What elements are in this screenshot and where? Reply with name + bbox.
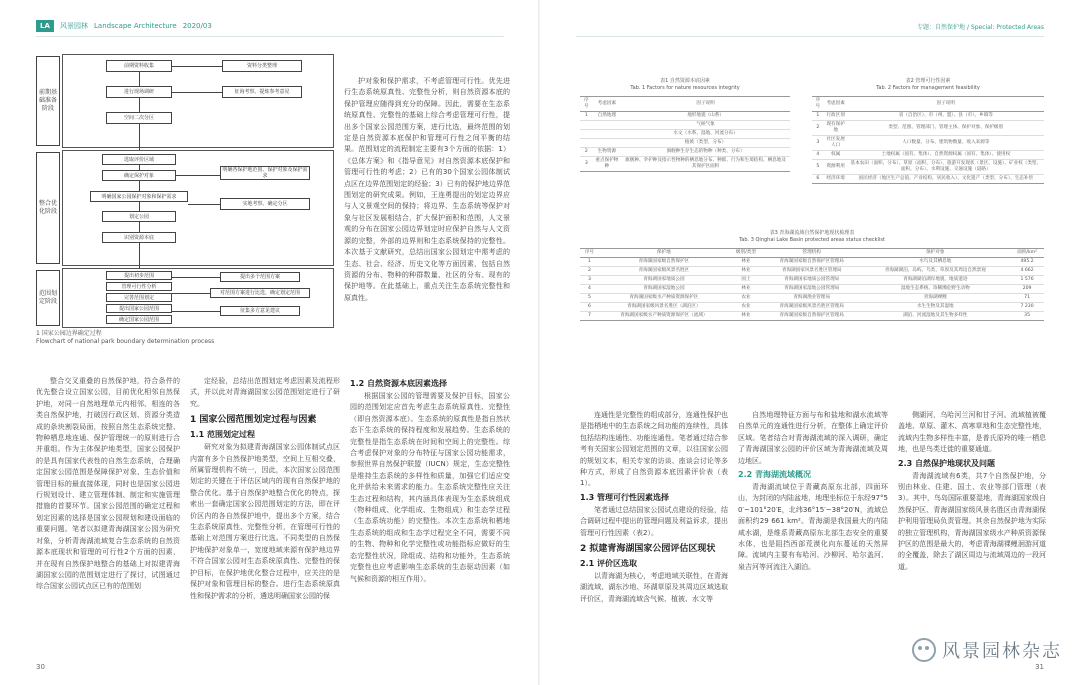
flow-connector: [172, 92, 222, 93]
table-cell: 权属: [824, 151, 848, 160]
wechat-icon: [912, 638, 936, 662]
table-cell: 青海湖国家地质公园管理局: [763, 276, 860, 285]
table-cell: 类型、范围、管理部门、管理主体、保护对象、保护级别: [848, 121, 1044, 136]
table-cell: 农业: [729, 303, 763, 312]
journal-logo-text: 风景园林: [60, 22, 88, 30]
flow-box-refine-range: 完善范围划定: [106, 293, 172, 302]
section-heading: 2 拟建青海湖国家公园评估区现状: [580, 544, 716, 555]
table-cell: 国土: [729, 276, 763, 285]
figure-caption: [36, 330, 214, 346]
table-header-cell: 面积/km²: [1010, 249, 1044, 258]
table-cell: 209: [1010, 285, 1044, 294]
table-cell: 行政区划: [824, 112, 848, 121]
table-cell: 国民经济（地区生产总值、产业结构、居民收入）、文化遗产（类型、分布）、生态补偿: [848, 175, 1044, 184]
table-row: [580, 285, 1044, 294]
table-row: [812, 112, 1044, 121]
table-row: [812, 136, 1044, 151]
table-cell: 5: [812, 160, 824, 175]
table-cell: 6: [812, 175, 824, 184]
table2-caption-en: Tab. 2 Factors for management feasibility: [876, 85, 980, 91]
table-row: [812, 175, 1044, 184]
right-page-col1: [580, 410, 728, 664]
table-row: [580, 258, 1044, 267]
table-cell: 气候气象: [621, 121, 790, 130]
section-header: 专题：自然保护地 / Special: Protected Areas: [917, 24, 1044, 31]
body-paragraph: 定经验，总结出范围划定考虑因素及流程形式，并以此对青海湖国家公园范围划定进行了研究。: [190, 377, 340, 408]
left-page-col1: [36, 376, 180, 664]
body-paragraph: 根据国家公园的管理需要及保护目标，国家公园的范围划定应首先考虑生态系统原真性、完整性（即自然资源本底）。生态系统的原真性是指自然状态下生态系统的保持程度和发展趋势。生态系统的完整性是指生态系统在时间和空间上的完整性。综合考虑保护对象的分布特征与国家公园功能需求，参照世界自然保护联盟（IUCN）规定，生态完整性是维持生态系统的多样性和质量，加强它们适应变化并供给未来需求的能力。生态系统完整性应关注生态过程和结构，其内涵具体表现为生态系统组成（物种组成、化学组成、生物组成）和生态学过程（生态系统功能）的完整性。本次生态系统和栖地生态系统的组成和生态学过程完全不同，需要不同的生物、物种和化学完整性或功能指标应做好的生态完整性状况，除组成、结构和功能外，生态系统完整性也应考虑影响生态系统的生态驱动因素（如气候和资源的相互作用）。: [350, 392, 510, 583]
flow-box-feasibility: 管理可行性分析: [106, 282, 172, 291]
wechat-watermark: [912, 637, 1062, 663]
table3-caption-cn: 表3 青海湖流域自然保护地现状梳理表: [769, 230, 855, 236]
table-cell: [580, 130, 593, 139]
flow-box-final-range: 确定国家公园范围: [106, 315, 172, 324]
table3-caption-en: Tab. 3 Qinghai Lake Basin protected areas status checklist: [739, 237, 885, 243]
table-cell: [580, 139, 593, 148]
table-row: [580, 121, 790, 130]
table-header-cell: 管理机构: [763, 249, 860, 258]
table-cell: 3: [580, 157, 593, 172]
table-cell: [593, 130, 622, 139]
flow-connector: [139, 98, 140, 112]
flow-box-field-survey: 进行现场调研: [106, 86, 172, 98]
table-cell: 3: [812, 136, 824, 151]
table-cell: 青海湖国家级风景名胜区管理局: [763, 303, 860, 312]
header-rule: [36, 36, 504, 37]
table-cell: 2: [580, 148, 593, 157]
flow-connector: [172, 311, 220, 312]
page-number-left: 30: [36, 663, 45, 671]
table2-caption-cn: 表2 管理可行性因素: [905, 78, 951, 84]
table-header-cell: 考虑因素: [824, 97, 848, 112]
body-paragraph: 自然地理特征方面与布和盐地和湖水流域等自然单元的连通性进行分析，在整体上确定评价区域。笔者结合对青海湖流域的深入调研，确定了青海湖国家公园的评价区域为青海湖流域及周边地区。: [738, 411, 888, 465]
table-2: [812, 96, 1044, 184]
table-header-cell: 因子说明: [848, 97, 1044, 112]
table-row: [812, 160, 1044, 175]
table-header-cell: 考虑因素: [593, 97, 622, 112]
flow-connector: [172, 293, 210, 294]
subsection-heading: 2.1 评价区选取: [580, 559, 637, 569]
figure-caption-en: Flowchart of national park boundary determination process: [36, 338, 215, 345]
table-cell: 1: [580, 112, 593, 121]
left-page-col3: [350, 376, 510, 664]
journal-issue: 2020/03: [182, 22, 212, 30]
table-row: [812, 121, 1044, 136]
table-cell: 7: [580, 312, 599, 321]
watermark-text: 风景园林杂志: [942, 641, 1062, 662]
table-row: [812, 151, 1044, 160]
table-cell: 青海湖国家级风景名胜区（湖泊区）: [599, 303, 729, 312]
subsection-heading: 2.3 自然保护地现状及问题: [898, 458, 995, 468]
table-cell: 水生生物及其湿地: [860, 303, 1010, 312]
table-cell: 青海湖渔业管理局: [763, 294, 860, 303]
table-cell: 青海湖湖泊湖岸地貌、地质遗迹: [860, 276, 1010, 285]
table-cell: 青海湖国家级风景名胜区: [599, 267, 729, 276]
table-cell: 生物资源: [593, 148, 622, 157]
table-cell: 6: [580, 303, 599, 312]
flow-box-data-sorting: 资料分类整理: [222, 60, 302, 72]
table-cell: 1 576: [1010, 276, 1044, 285]
table-cell: 水鸟及其栖息地: [860, 258, 1010, 267]
table-cell: 2: [812, 121, 824, 136]
body-paragraph: 连通性是完整性的组成部分，连通性保护也是指栖地中的生态系统之间功能的连续性，具体包括结构连通性、功能连通性。笔者通过结合参考有关国家公园划定范围的文章，以往国家公园的规划文本，相关专家的访谈、座谈会讨论等多种方式，形成了自然资源本底因素评价表（表1）。: [580, 411, 728, 488]
table-3: [580, 248, 1044, 321]
table-cell: 社区发展人口: [824, 136, 848, 151]
table-cell: 青海湖国家湿地公园管理局: [763, 285, 860, 294]
table-cell: 青海湖国家级自然保护区管理局: [763, 312, 860, 321]
table-cell: 土地权属（国有、集体）、自然资源权属（国有、集体）、使用权: [848, 151, 1044, 160]
flow-box-propose-range: 提出国家公园范围: [106, 304, 172, 313]
table1-caption-en: Tab. 1 Factors for nature resources integrity: [630, 85, 740, 91]
right-page-col3: [898, 410, 1046, 610]
table-row: [580, 294, 1044, 303]
body-paragraph: 笔者通过总结国家公园试点建设的经验，结合调研过程中提出的管理问题及利益诉求，提出管理可行性因素（表2）。: [580, 505, 728, 537]
header-rule: [576, 36, 1044, 37]
table-cell: 旗舰种、伞护种及指示性物种的栖息地分布、种群、行为和生境结构、栖息地及其保护区面积: [621, 157, 790, 172]
table-cell: 青海湖国家级自然保护区管理局: [763, 258, 860, 267]
subsection-heading: 1.3 管理可行性因素选择: [580, 492, 669, 502]
flow-box-multi-plans: 提出多个范围方案: [220, 272, 300, 282]
table2-caption: [812, 78, 1044, 92]
table-row: [580, 276, 1044, 285]
table-row: [580, 157, 790, 172]
table-cell: 71: [1010, 294, 1044, 303]
flow-connector: [139, 165, 140, 170]
flowchart-figure: [36, 48, 336, 326]
subsection-heading: 2.2 青海湖流域概况: [738, 470, 811, 480]
table-cell: 经济环境: [824, 175, 848, 184]
flow-box-clarify-ranges: 明确各保护地范围、保护对象及保护需求: [220, 166, 310, 180]
table1-caption: [580, 78, 790, 92]
body-paragraph: 护对象和保护需求，不考虑管理可行性。优先进行生态系统原真性、完整性分析，则自然资源本底的保护管理应随得到充分的保障。因此，需要在生态系统原真性、完整性的基础上综合考虑管理可行性，提出多个国家公园范围方案，进行比选，最终范围的划定是自然资源本底保护和管理可行性之间平衡的结果。范围划定的流程制定主要有3个方面的依据：1）《总体方案》和《指导意见》对自然资源本底保护和管理可行性的考虑；2）已有的30个国家公园体制试点区在边界范围划定的经验；3）已有的保护地边界范围划定的研究成果。例如，王连勇提出的划定边界应与人文景观空间的保持；将边界、生态系统等保护对象与社区发展相结合，扩大保护面积和范围，人文景观的分布在国家公园边界划定时应保护自然与人文资源的完整，外部的边界则和生态系统保持的完整性。本次基于文献研究，总结出国家公园划定中需考虑的生态、社会、经济、历史文化等方面因素，包括自然资源的分布、物种的种群数量、社区的分布、现有的保护地等。在此基础上，重点关注生态系统完整性和原真性。: [344, 77, 510, 302]
table-cell: 资源利用: [824, 160, 848, 175]
table-header-cell: 因子说明: [621, 97, 790, 112]
table-cell: 4 662: [1010, 267, 1044, 276]
flow-box-compare-plans: 对范围方案进行比选，确定划定范围: [210, 288, 310, 298]
table-header-row: [580, 97, 790, 112]
flow-box-opinions: 征集多方意见建议: [220, 306, 300, 316]
table-cell: 青海湖国家级水产种质资源保护区（流域）: [599, 312, 729, 321]
table-header-cell: 级别/类型: [729, 249, 763, 258]
left-page-col-right-top: [344, 76, 510, 368]
table-cell: 旗舰种生存生态的物种（种类、分布）: [621, 148, 790, 157]
table-cell: 4: [812, 151, 824, 160]
table-cell: 湖泊、河流湿地及其生物多样性: [860, 312, 1010, 321]
right-page-col2: [738, 410, 888, 664]
table-cell: 林业: [729, 267, 763, 276]
body-paragraph: 青海湖流域有6类，共7个自然保护地，分别由林业、住建、国土、农业等部门管理（表3）。其中，鸟岛国际重要湿地，青海湖国家级自然保护区、青海湖国家级风景名胜区由青海湖保护利用管理局负责管理。其余自然保护地为实际的独立管理机构，青海湖国家级水产种质资源保护区的范围是最大的，考虑青海湖裸鲤洄游河道的全覆盖，除去了湖区周边与流域周边的一段河道。: [898, 471, 1046, 571]
page-number-right: 31: [1035, 663, 1044, 671]
table-row: [580, 139, 790, 148]
section-heading: 1 国家公园范围划定过程与因素: [190, 415, 317, 426]
body-paragraph: 以青海湖为核心，考虑地域关联性、在青海湖流域、湖东沙地、环湖草原及其周边区域选取评价区，青海湖流域含气候、植被、水文等: [580, 572, 728, 603]
table-cell: [580, 121, 593, 130]
body-paragraph: 整合交叉重叠的自然保护地，符合条件的优先整合设立国家公园，目前优化相邻自然保护地，对同一自然地理单元内相邻、相连的各类自然保护地，打破因行政区划、资源分类造成的条块割裂局面，按照自然生态系统完整、物种栖息地连通、保护管理统一的原则进行合并重组。作为主体保护地类型，国家公园保护的是具有国家代表性的自然生态系统，合理确定国家公园范围是保障保护对象、生态价值和管理目标的最直接体现，同时也是国家公园进行规划设计、建立管理体制、制定和实施管理措施的首要环节。国家公园范围的确定过程和划定因素的选择是国家公园规划和建设面临的重要问题。笔者以拟建青海湖国家公园为研究对象，分析青海湖流域复合生态系统的自然资源本底现状和管理的可行性2个方面的因素，并在现有自然保护地整合的基础上对拟建青海湖国家公园的范围划定进行了探讨，试图通过综合国家公园试点区已有的范围划: [36, 377, 180, 591]
flow-connector: [172, 66, 222, 67]
phase-label-integration: 整合优化阶段: [36, 152, 60, 264]
table-row: [580, 312, 1044, 321]
table-row: [580, 112, 790, 121]
subsection-heading: 1.2 自然资源本底因素选择: [350, 379, 447, 388]
table1-caption-cn: 表1 自然资源本底因素: [660, 78, 710, 84]
flow-box-initial-range: 提出初步范围: [106, 271, 172, 280]
figure-caption-cn: 1 国家公园边界确定过程: [36, 330, 102, 337]
flow-connector: [172, 277, 220, 278]
table-row: [580, 130, 790, 139]
flow-box-field-zoning: 实地考察、确定分区: [220, 198, 310, 210]
journal-name: Landscape Architecture: [94, 22, 177, 30]
table-cell: [593, 139, 622, 148]
flow-box-consultation: 征询考察、提炼参考意见: [222, 86, 302, 98]
table-cell: 7 230: [1010, 303, 1044, 312]
left-page-col2: [190, 376, 340, 664]
table-cell: 农业: [729, 294, 763, 303]
table-cell: 基本农田（面积、分布）、草原（面积、分布）、旅游开发现状（景区、设施）、矿业权（类型、面积、分布）、水利设施、交通设施（道路）: [848, 160, 1044, 175]
table-1: [580, 96, 790, 172]
table-cell: 1: [812, 112, 824, 121]
table-cell: 水文（水系、湿地、河流分布）: [621, 130, 790, 139]
journal-header: [36, 18, 212, 34]
table-row: [580, 303, 1044, 312]
table-cell: 林业: [729, 258, 763, 267]
flow-connector: [139, 222, 140, 232]
journal-logo: LA: [36, 20, 54, 32]
table-cell: 植被（类型、分布）: [621, 139, 790, 148]
phase-label-preparation: 前期基础准备阶段: [36, 56, 60, 146]
table-header-cell: 序号: [580, 97, 593, 112]
flow-box-spatial-zoning: 空间二次分区: [106, 112, 172, 124]
flow-box-select-area: 选取评价区域: [102, 154, 176, 165]
table-cell: [593, 121, 622, 130]
phase-label-delineation: 范围划定阶段: [36, 270, 60, 326]
flow-box-delimit-park: 划定公园: [102, 211, 176, 222]
table-cell: 青海湖裸鲤: [860, 294, 1010, 303]
table-cell: 林业: [729, 312, 763, 321]
flow-connector: [139, 72, 140, 86]
table-cell: 1: [580, 258, 599, 267]
table-cell: 4: [580, 285, 599, 294]
table-cell: 青海湖湖泊、岛屿、鸟类、草原及其周边自然景观: [860, 267, 1010, 276]
table-cell: 青海湖国家地质公园: [599, 276, 729, 285]
right-page: [540, 0, 1080, 685]
table-header-row: [580, 249, 1044, 258]
table-header-row: [812, 97, 1044, 112]
table-cell: 林业: [729, 285, 763, 294]
table-cell: 重点保护物种: [593, 157, 622, 172]
flow-connector: [139, 181, 140, 191]
table-header-cell: 保护地: [599, 249, 729, 258]
subsection-heading: 1.1 范围划定过程: [190, 430, 255, 440]
flow-connector: [188, 204, 220, 205]
table-cell: 5: [580, 294, 599, 303]
table-cell: 2: [580, 267, 599, 276]
body-paragraph: 青海湖流域位于青藏高原东北部，四面环山，为封闭的内陆盆地，地理坐标位于东经97°50′~101°20′E，北纬36°15′~38°20′N，流域总面积约29 661 km²。青海湖是我国最大的内陆咸水湖，是维系青藏高原东北部生态安全的重要水体，也是阻挡西部荒漠化向东蔓延的天然屏障。流域内主要有布哈河、沙柳河、哈尔盖河、泉吉河等河流注入湖泊。: [738, 483, 888, 571]
table-cell: 省（自治区）、市（州、盟）、县（市）、乡镇等: [848, 112, 1044, 121]
table-cell: 青海湖国家级自然保护区: [599, 258, 729, 267]
table-header-cell: 序号: [812, 97, 824, 112]
table-cell: 人口数量、分布、建筑物数量、收入来源等: [848, 136, 1044, 151]
flow-box-protection-needs: 明确国家公园保护对象和保护需求: [90, 191, 188, 202]
table-cell: 青海湖国家级水产种质资源保护区: [599, 294, 729, 303]
table-header-cell: 序号: [580, 249, 599, 258]
table-cell: 自然地理: [593, 112, 622, 121]
table-cell: 青海湖国家风景名胜区管理局: [763, 267, 860, 276]
table-cell: 地形地貌（山系）: [621, 112, 790, 121]
table-cell: 现有保护地: [824, 121, 848, 136]
flow-connector: [176, 175, 220, 176]
flow-box-protect-objects: 确定保护对象: [102, 170, 176, 181]
table-row: [580, 267, 1044, 276]
table3-caption: [580, 230, 1044, 244]
table-cell: 湿地生态系统、珍稀濒危野生动物: [860, 285, 1010, 294]
table-cell: 35: [1010, 312, 1044, 321]
body-paragraph: 侧湖河，乌哈河兰河和甘子河。流域植被覆盖地、草原、灌木、高寒草地和生态完整性地，流域内生物多样性丰富，是普氏原羚的唯一栖息地，也是鸟类迁徙的重要通道。: [898, 411, 1046, 454]
table-header-cell: 保护对象: [860, 249, 1010, 258]
flow-box-resource-base: 识别资源本底: [102, 232, 176, 243]
flow-connector: [139, 202, 140, 211]
flow-box-data-collection: 前期资料收集: [106, 60, 172, 72]
table-cell: 青海湖国家湿地公园: [599, 285, 729, 294]
table-cell: 3: [580, 276, 599, 285]
table-row: [580, 148, 790, 157]
table-cell: 495.2: [1010, 258, 1044, 267]
body-paragraph: 研究对象为拟建青海湖国家公园体制试点区内富有多个自然保护地类型，空间上互相交叠，所属管理机构不统一，因此，本次国家公园范围划定的关键在于评估区域内的现有自然保护地的整合优化。基于自然保护地整合优化的特点，探索出一套确定国家公园范围划定的方法，即在评价区内的各自然保护地中，提出多个方案，结合生态系统原真性、完整性分析，在管理可行性的基础上对范围方案进行比选。不同类型的自然保护地保护对象单一，宽度地域来源有保护地边界不符合国家公园对生态系统原真性、完整性的保护目标，在保护地优化整合过程中，应关注的是保护对象和管理目标的整合。进行生态系统原真性和保护需求的分析，遴选明确国家公园的保: [190, 443, 340, 600]
